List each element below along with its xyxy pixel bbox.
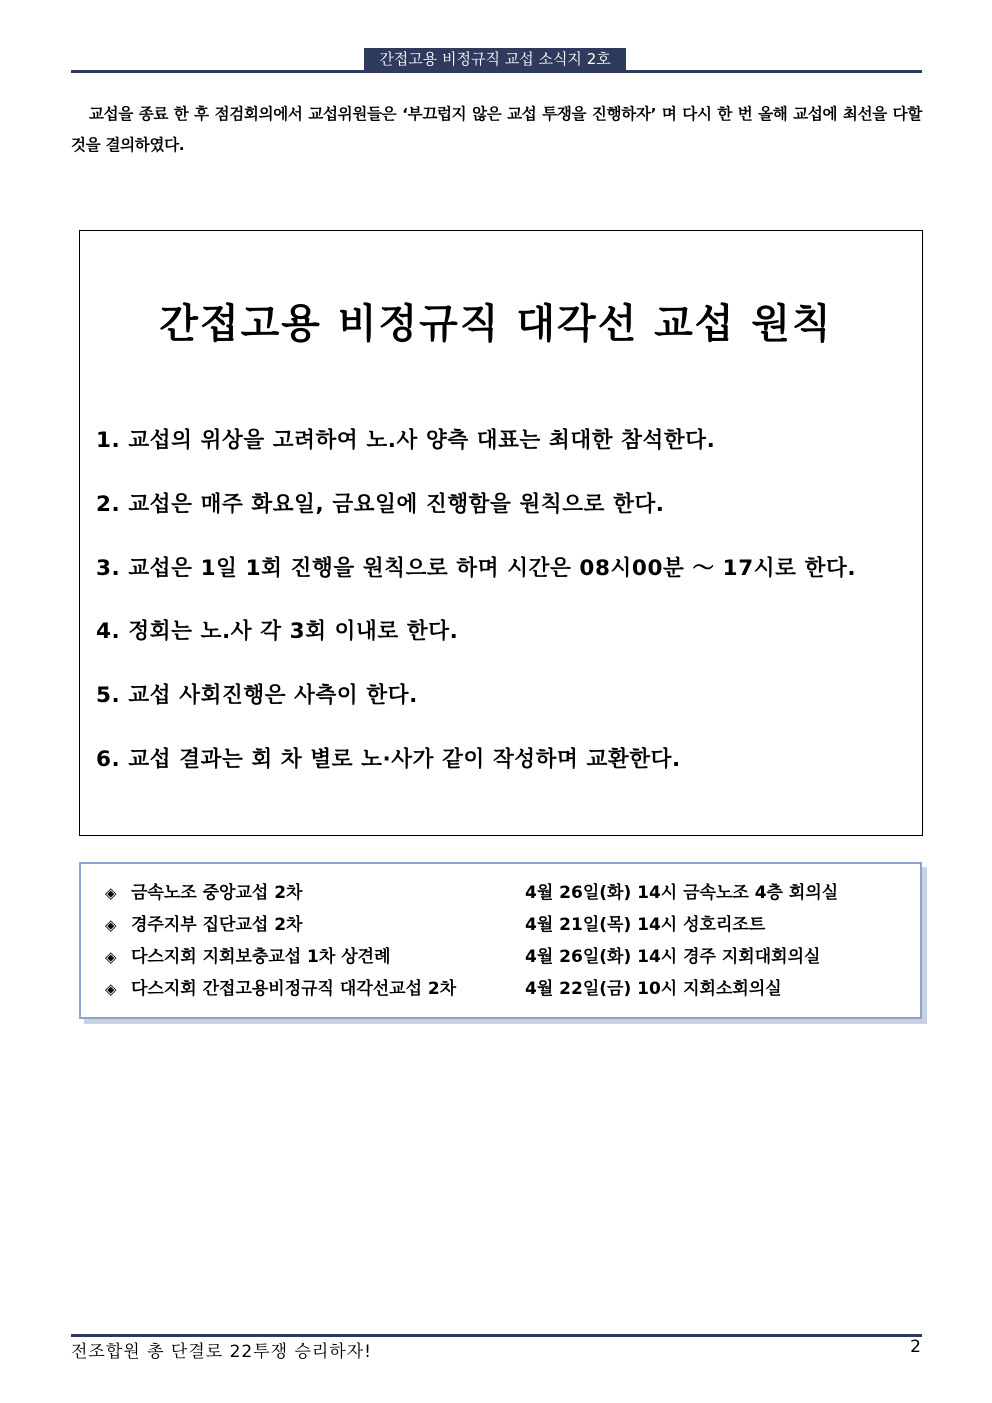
header-divider [71,70,922,73]
schedule-datetime-place: 4월 26일(화) 14시 금속노조 4층 회의실 [525,883,839,903]
schedule-row [105,976,838,1008]
schedule-row [105,912,838,944]
principles-title: 간접고용 비정규직 대각선 교섭 원칙 [159,301,833,347]
principle-item: 4. 정회는 노.사 각 3회 이내로 한다. [96,619,459,645]
schedule-event: 경주지부 집단교섭 2차 [131,915,303,935]
diamond-bullet-icon: ◈ [105,916,117,934]
intro-paragraph: 교섭을 종료 한 후 점검회의에서 교섭위원들은 ‘부끄럽지 않은 교섭 투쟁을 진행하자’ 며 다시 한 번 올해 교섭에 최선을 다할 것을 결의하였다. [71,105,922,154]
schedule-datetime-place: 4월 22일(금) 10시 지회소회의실 [525,979,782,999]
schedule-datetime-place: 4월 26일(화) 14시 경주 지회대회의실 [525,947,821,967]
principle-item: 3. 교섭은 1일 1회 진행을 원칙으로 하며 시간은 08시00분 ～ 17시로 한다. [96,555,857,581]
schedule-datetime-place: 4월 21일(목) 14시 성호리조트 [525,915,766,935]
schedule-box [79,862,922,1019]
schedule-event: 금속노조 중앙교섭 2차 [131,883,303,903]
principle-item: 1. 교섭의 위상을 고려하여 노.사 양측 대표는 최대한 참석한다. [96,428,716,453]
footer-slogan: 전조합원 총 단결로 22투쟁 승리하자! [71,1342,372,1362]
diamond-bullet-icon: ◈ [105,980,117,998]
newsletter-header-title: 간접고용 비정규직 교섭 소식지 2호 [364,48,626,71]
schedule-row [105,944,838,976]
principles-list [96,423,916,806]
principle-item: 6. 교섭 결과는 회 차 별로 노·사가 같이 작성하며 교환한다. [96,746,681,772]
page-number: 2 [910,1337,921,1357]
diamond-bullet-icon: ◈ [105,884,117,902]
schedule-event: 다스지회 지회보충교섭 1차 상견례 [131,947,391,967]
principle-item: 5. 교섭 사회진행은 사측이 한다. [96,683,418,709]
diamond-bullet-icon: ◈ [105,948,117,966]
schedule-event: 다스지회 간접고용비정규직 대각선교섭 2차 [131,979,457,999]
principle-item: 2. 교섭은 매주 화요일, 금요일에 진행함을 원칙으로 한다. [96,491,665,517]
schedule-row [105,880,838,912]
schedule-list [105,880,838,1008]
